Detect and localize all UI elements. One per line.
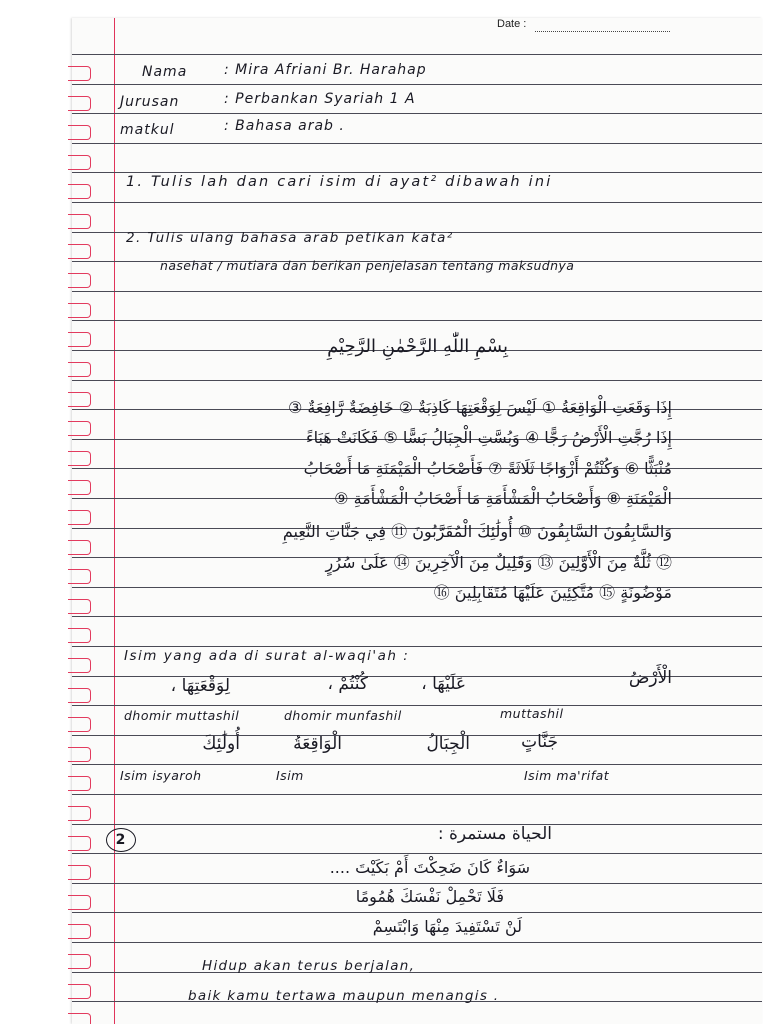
binder-ring [68, 451, 91, 466]
name-value: : Mira Afriani Br. Harahap [224, 62, 427, 78]
ruled-line [72, 794, 762, 795]
arabic-line-5: وَالسَّابِقُونَ السَّابِقُونَ ⑩ أُولَٰئِكَ الْمُقَرَّبُونَ ⑪ فِي جَنَّاتِ النَّعِيمِ [282, 522, 672, 541]
ruled-line [72, 912, 762, 913]
section-2-number [106, 828, 136, 852]
isim-word-2: كُنْتُمْ ، [327, 674, 368, 694]
ruled-line [72, 320, 762, 321]
translation-line-2: baik kamu tertawa maupun menangis . [188, 988, 500, 1004]
name-label: Nama [142, 64, 188, 80]
section-2-arabic-2: سَوَاءٌ كَانَ ضَحِكْتَ أَمْ بَكَيْتَ .... [329, 858, 530, 877]
binder-ring [68, 96, 91, 111]
isim-word-8: جَنَّاتٍ [521, 732, 558, 752]
section-2-arabic-1: الحياة مستمرة : [437, 824, 552, 844]
binder-ring [68, 421, 91, 436]
section-2-arabic-3: فَلَا تَحْمِلْ نَفْسَكَ هُمُومًا [355, 887, 504, 906]
isim-label-6: Isim ma'rifat [524, 768, 610, 783]
binder-ring [68, 480, 91, 495]
isim-word-3: عَلَيْهَا ، [421, 674, 466, 694]
isim-label-5: Isim [276, 768, 304, 783]
binder-ring [68, 125, 91, 140]
binder-ring [68, 924, 91, 939]
section-2-arabic-4: لَنْ تَسْتَفِيدَ مِنْهَا وَابْتَسِمْ [372, 917, 522, 936]
arabic-line-3: مُنْبَثًّا ⑥ وَكُنْتُمْ أَزْوَاجًا ثَلَاثَةً ⑦ فَأَصْحَابُ الْمَيْمَنَةِ مَا أَصْحَابُ [303, 459, 672, 478]
binder-ring [68, 362, 91, 377]
ruled-line [72, 143, 762, 144]
ruled-line [72, 291, 762, 292]
binder-ring [68, 244, 91, 259]
binder-ring [68, 628, 91, 643]
arabic-line-6: ⑫ ثُلَّةٌ مِنَ الْأَوَّلِينَ ⑬ وَقَلِيلٌ مِنَ الْآخِرِينَ ⑭ عَلَىٰ سُرُرٍ [325, 553, 672, 572]
ruled-line [72, 646, 762, 647]
binder-ring [68, 510, 91, 525]
isim-label-3: muttashil [500, 706, 564, 721]
binder-ring [68, 303, 91, 318]
ruled-line [72, 202, 762, 203]
ruled-line [72, 84, 762, 85]
binder-ring [68, 658, 91, 673]
binder-ring [68, 214, 91, 229]
binder-ring [68, 954, 91, 969]
isim-heading: Isim yang ada di surat al-waqi'ah : [124, 648, 410, 664]
ruled-line [72, 54, 762, 55]
isim-label-4: Isim isyaroh [120, 768, 202, 783]
binder-ring [68, 895, 91, 910]
ruled-line [72, 883, 762, 884]
binder-ring [68, 717, 91, 732]
binder-ring [68, 865, 91, 880]
binder-ring [68, 984, 91, 999]
ruled-line [72, 853, 762, 854]
binder-ring [68, 155, 91, 170]
isim-word-6: الْوَاقِعَةُ [293, 734, 342, 754]
binder-ring [68, 332, 91, 347]
course-value: : Bahasa arab . [224, 118, 345, 134]
task-2-line-1: 2. Tulis ulang bahasa arab petikan kata² [126, 230, 454, 246]
ruled-line [72, 735, 762, 736]
major-value: : Perbankan Syariah 1 A [224, 91, 416, 107]
isim-word-4: الْأَرْضُ [628, 668, 672, 688]
binder-ring [68, 776, 91, 791]
ruled-line [72, 616, 762, 617]
ruled-line [72, 972, 762, 973]
ruled-line [72, 113, 762, 114]
isim-word-5: أُولَٰئِكَ [202, 734, 240, 754]
isim-word-7: الْجِبَالُ [426, 734, 470, 754]
date-underline [535, 31, 670, 32]
translation-line-1: Hidup akan terus berjalan, [202, 958, 416, 974]
ruled-line [72, 942, 762, 943]
binder-ring [68, 184, 91, 199]
binder-ring [68, 392, 91, 407]
binder-ring [68, 1013, 91, 1024]
binder-ring [68, 688, 91, 703]
binder-ring [68, 747, 91, 762]
arabic-line-2: إِذَا رُجَّتِ الْأَرْضُ رَجًّا ④ وَبُسَّتِ الْجِبَالُ بَسًّا ⑤ فَكَانَتْ هَبَاءً [306, 428, 672, 447]
binder-ring [68, 66, 91, 81]
arabic-line-1: إِذَا وَقَعَتِ الْوَاقِعَةُ ① لَيْسَ لِوَقْعَتِهَا كَاذِبَةٌ ② خَافِضَةٌ رَّافِعَةٌ ③ [287, 398, 672, 417]
ruled-line [72, 705, 762, 706]
basmalah: بِسْمِ اللّٰهِ الرَّحْمٰنِ الرَّحِيْمِ [327, 336, 508, 357]
binder-ring [68, 569, 91, 584]
binder-ring [68, 599, 91, 614]
binder-ring [68, 806, 91, 821]
arabic-line-7: مَوْضُونَةٍ ⑮ مُتَّكِئِينَ عَلَيْهَا مُتَقَابِلِينَ ⑯ [433, 583, 672, 602]
date-label: Date : [497, 18, 527, 30]
margin-line [114, 18, 115, 1024]
course-label: matkul [120, 122, 175, 138]
task-2-line-2: nasehat / mutiara dan berikan penjelasan tentang maksudnya [160, 258, 575, 273]
ruled-line [72, 380, 762, 381]
task-1: 1. Tulis lah dan cari isim di ayat² dibawah ini [126, 174, 553, 190]
binder-ring [68, 836, 91, 851]
arabic-line-4: الْمَيْمَنَةِ ⑧ وَأَصْحَابُ الْمَشْأَمَةِ مَا أَصْحَابُ الْمَشْأَمَةِ ⑨ [334, 489, 672, 508]
major-label: Jurusan [120, 94, 180, 110]
isim-label-1: dhomir muttashil [124, 708, 240, 723]
isim-label-2: dhomir munfashil [284, 708, 402, 723]
section-2-number-circle: 2 [106, 828, 136, 852]
binder-ring [68, 273, 91, 288]
ruled-line [72, 764, 762, 765]
binder-ring [68, 540, 91, 555]
isim-word-1: لِوَقْعَتِهَا ، [170, 676, 230, 696]
ruled-line [72, 824, 762, 825]
